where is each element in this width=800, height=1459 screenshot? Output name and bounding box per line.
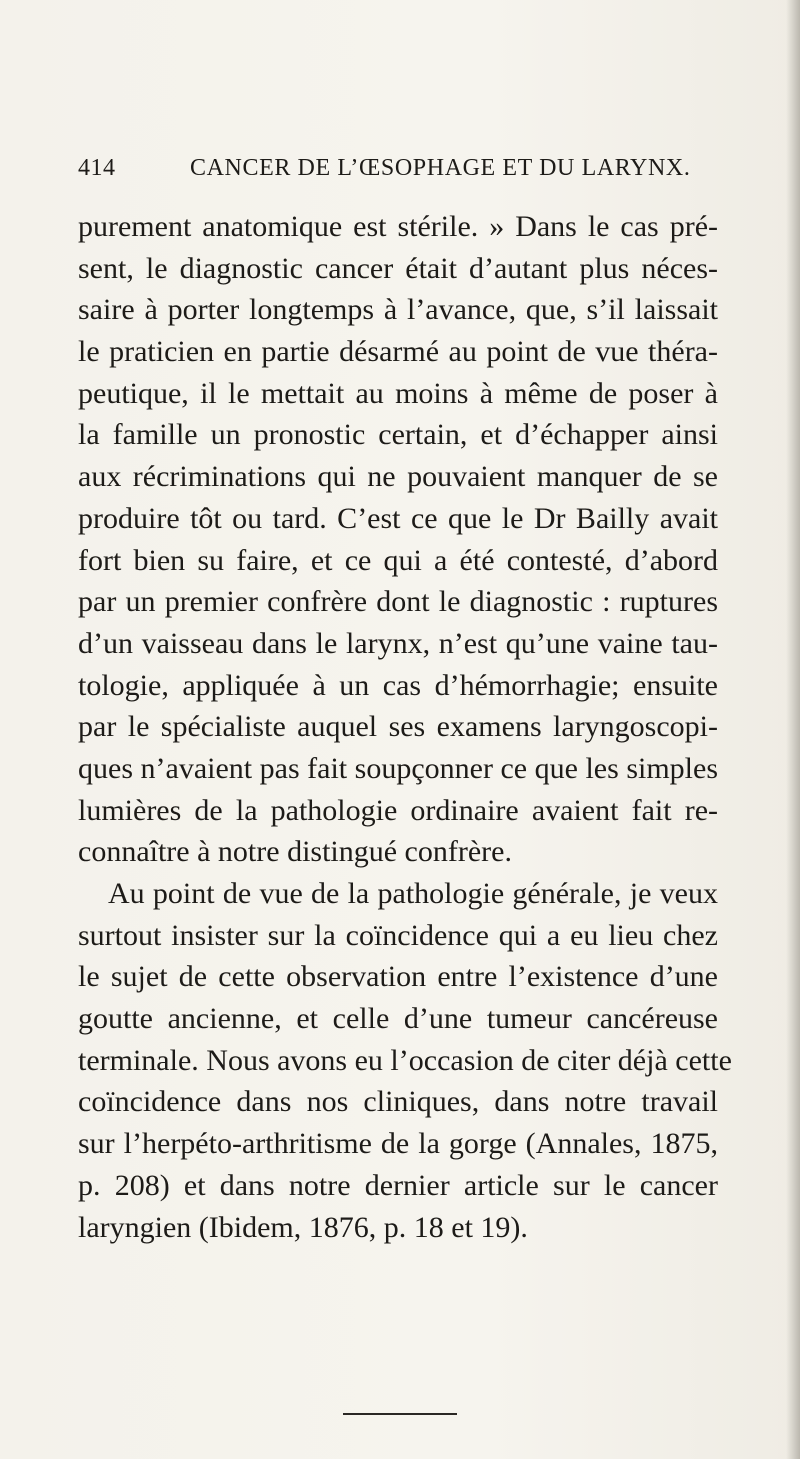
- text-line: surtout insister sur la coïncidence qui a eu lieu chez: [78, 918, 718, 952]
- text-line: la famille un pronostic certain, et d’échapper ainsi: [78, 418, 718, 452]
- running-head: [78, 155, 718, 187]
- text-line: tologie, appliquée à un cas d’hémorrhagie; ensuite: [78, 668, 718, 702]
- text-line: coïncidence dans nos cliniques, dans notre travail: [78, 1085, 718, 1119]
- text-line: ques n’avaient pas fait soupçonner ce que les simples: [78, 751, 718, 785]
- text-line: sent, le diagnostic cancer était d’autant plus néces-: [78, 251, 718, 285]
- text-line: terminale. Nous avons eu l’occasion de citer déjà cette: [78, 1043, 732, 1077]
- text-line: saire à porter longtemps à l’avance, que, s’il laissait: [78, 293, 718, 327]
- text-line: produire tôt ou tard. C’est ce que le Dr Bailly avait: [78, 501, 718, 535]
- text-line: fort bien su faire, et ce qui a été contesté, d’abord: [78, 543, 718, 577]
- text-line: d’un vaisseau dans le larynx, n’est qu’une vaine tau-: [78, 626, 718, 660]
- text-line: par le spécialiste auquel ses examens laryngoscopi-: [78, 710, 718, 744]
- text-line: lumières de la pathologie ordinaire avaient fait re-: [78, 793, 718, 827]
- running-title: CANCER DE L’ŒSOPHAGE ET DU LARYNX.: [190, 155, 691, 181]
- paragraph-end-line: laryngien (Ibidem, 1876, p. 18 et 19).: [78, 1210, 528, 1244]
- text-line: p. 208) et dans notre dernier article sur le cancer: [78, 1168, 718, 1202]
- text-line: aux récriminations qui ne pouvaient manquer de se: [78, 460, 718, 494]
- text-line: par un premier confrère dont le diagnostic : ruptures: [78, 585, 718, 619]
- paragraph-end-line: connaître à notre distingué confrère.: [78, 835, 512, 869]
- text-line: le praticien en partie désarmé au point de vue théra-: [78, 335, 718, 369]
- page-edge-shadow: [786, 0, 800, 1459]
- section-divider-rule: [343, 1413, 457, 1415]
- body-text: [78, 206, 732, 1248]
- text-line: goutte ancienne, et celle d’une tumeur cancéreuse: [78, 1002, 718, 1036]
- paragraph-start-line: Au point de vue de la pathologie générale, je veux: [108, 877, 718, 910]
- page-number: 414: [78, 155, 116, 181]
- text-line: le sujet de cette observation entre l’existence d’une: [78, 960, 718, 994]
- text-line: peutique, il le mettait au moins à même de poser à: [78, 376, 718, 410]
- text-line: sur l’herpéto-arthritisme de la gorge (Annales, 1875,: [78, 1127, 718, 1161]
- text-line: purement anatomique est stérile. » Dans le cas pré-: [78, 210, 718, 243]
